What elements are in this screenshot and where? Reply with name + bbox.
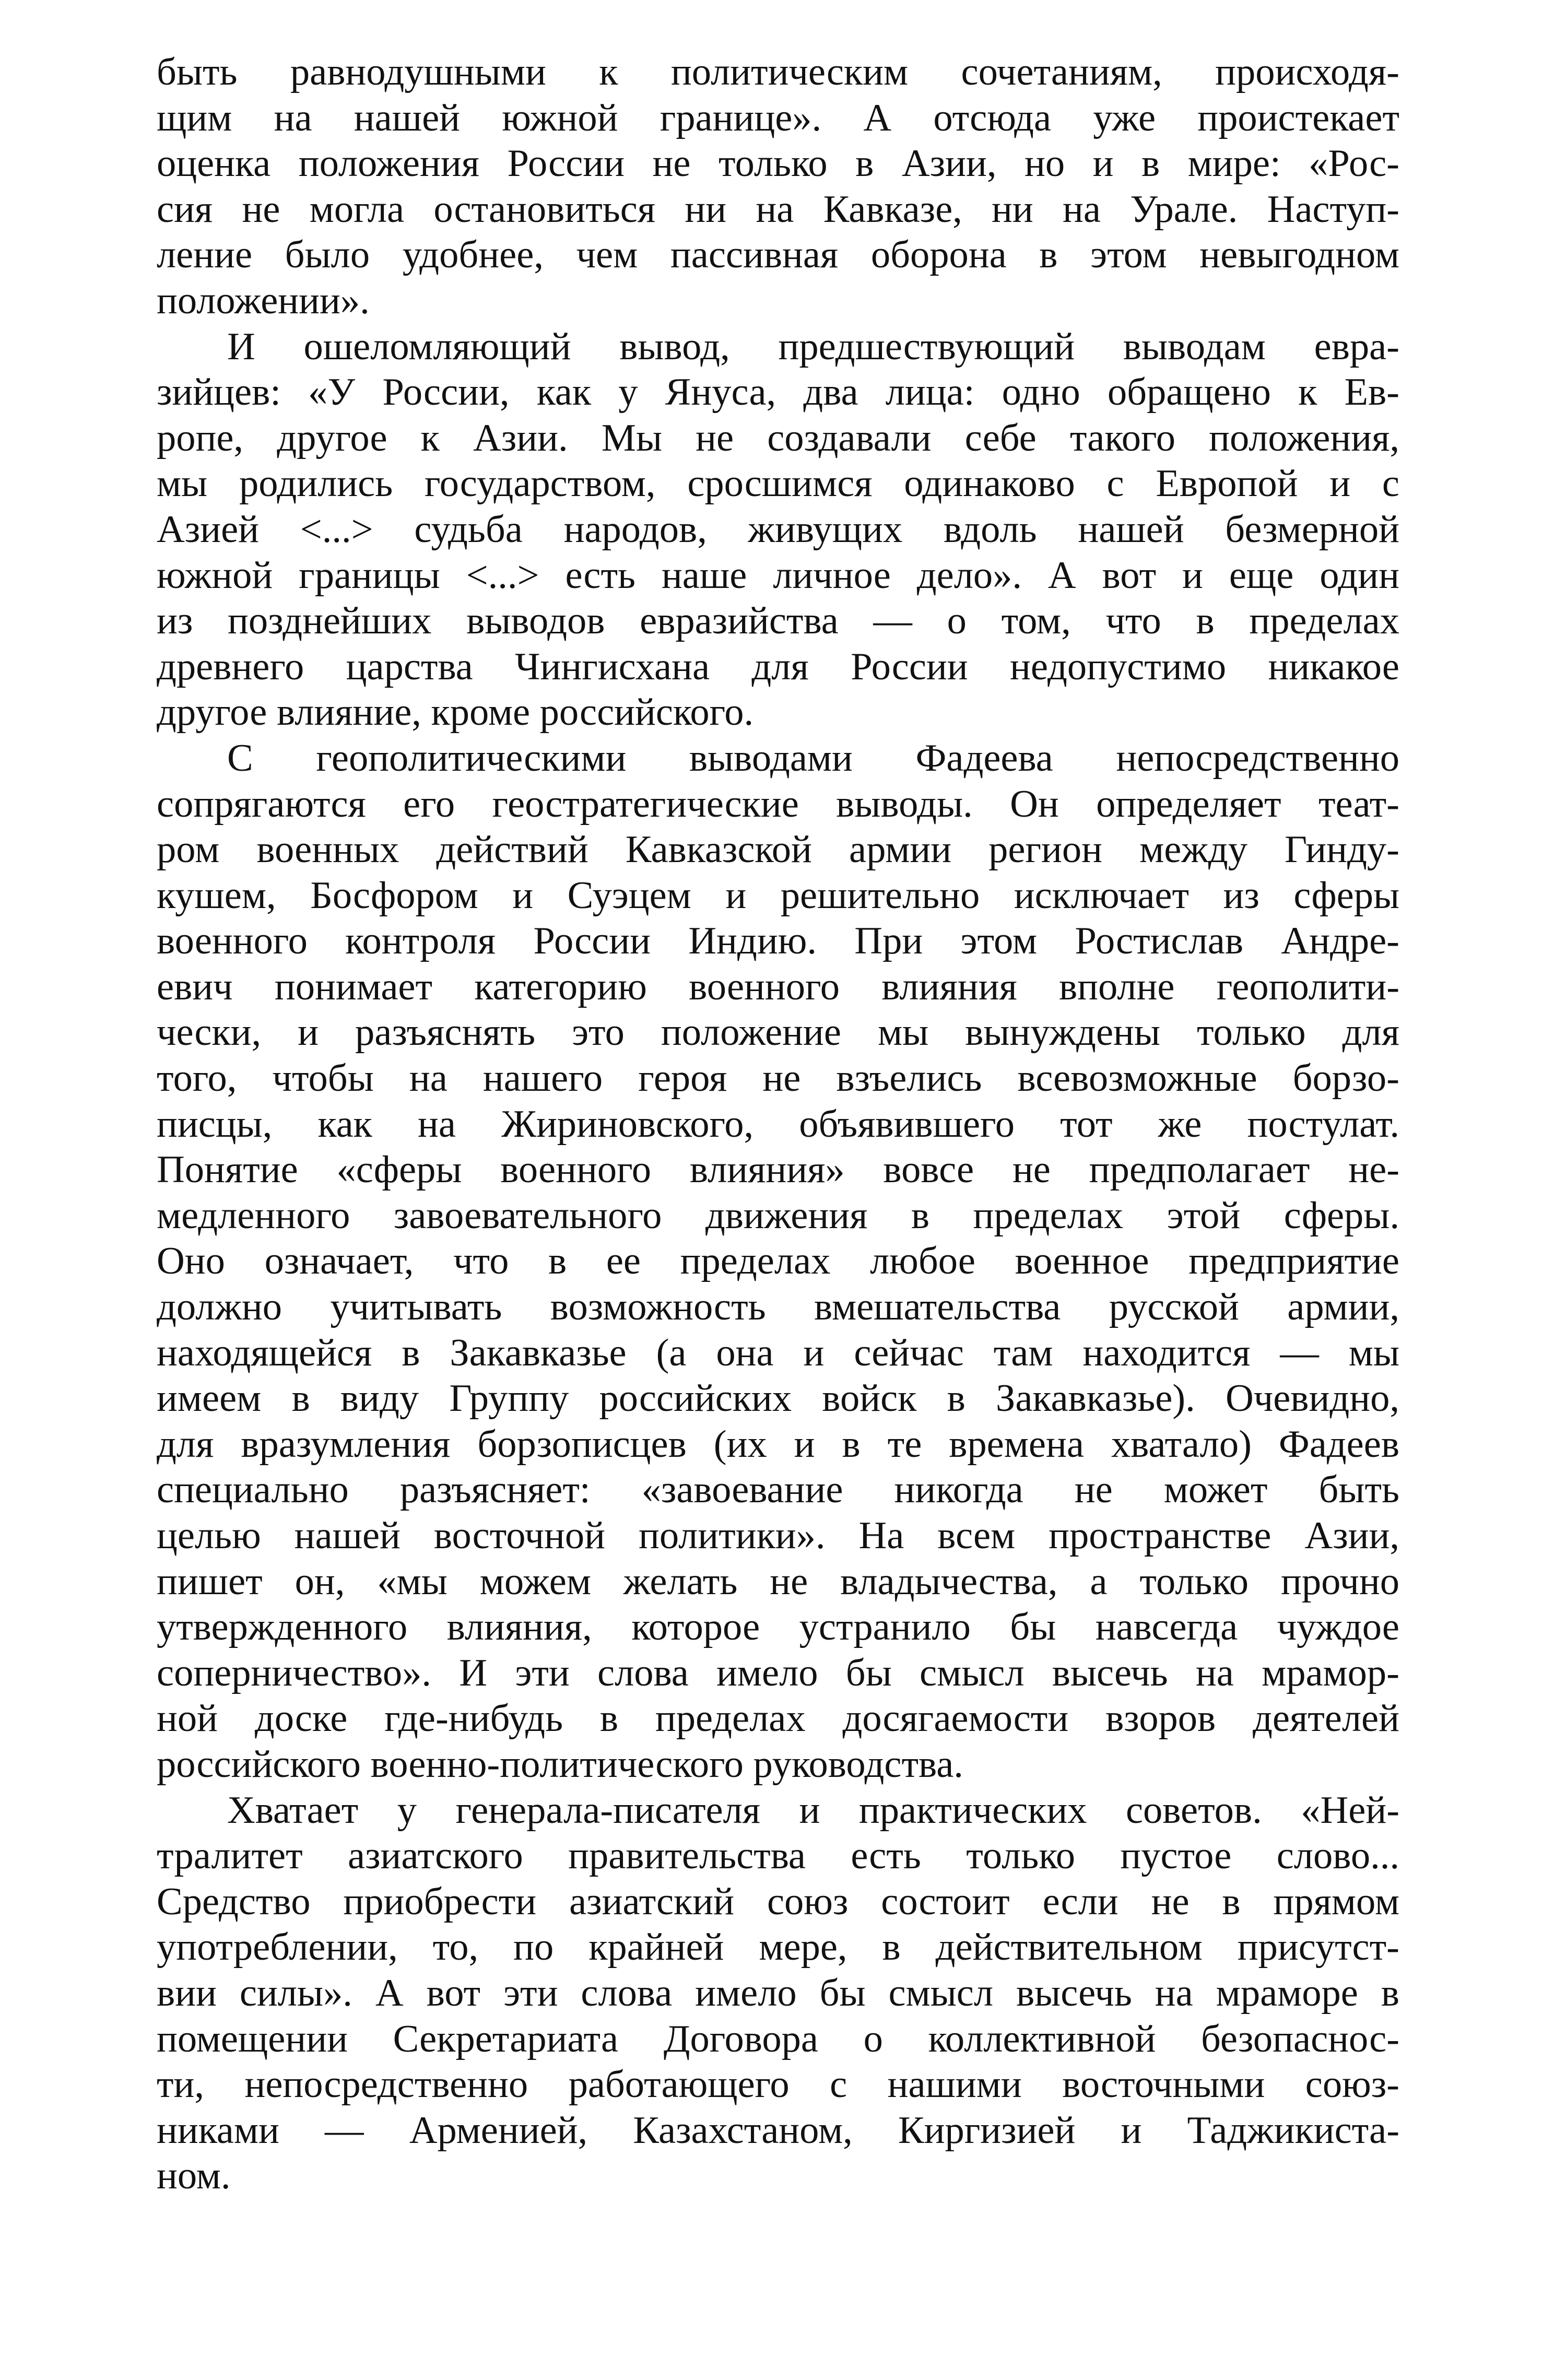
text-line: другое влияние, кроме российского. xyxy=(157,691,754,734)
text-line: положении». xyxy=(157,279,370,322)
text-line: пишет он, «мы можем желать не владычества, а только прочно xyxy=(157,1560,1399,1603)
text-line: ти, непосредственно работающего с нашими восточными союз- xyxy=(157,2063,1399,2106)
text-line: помещении Секретариата Договора о коллективной безопаснос- xyxy=(157,2017,1399,2060)
text-line: С геополитическими выводами Фадеева непосредственно xyxy=(227,736,1399,780)
text-line: целью нашей восточной политики». На всем пространстве Азии, xyxy=(157,1514,1399,1557)
text-line: специально разъясняет: «завоевание никогда не может быть xyxy=(157,1468,1399,1512)
text-line: ной доске где-нибудь в пределах досягаемости взоров деятелей xyxy=(157,1697,1399,1740)
text-line: вии силы». А вот эти слова имело бы смысл высечь на мраморе в xyxy=(157,1971,1399,2014)
text-line: ром военных действий Кавказской армии регион между Гинду- xyxy=(157,828,1399,871)
text-line: Азией <...> судьба народов, живущих вдоль нашей безмерной xyxy=(157,508,1399,551)
text-line: сия не могла остановиться ни на Кавказе, ни на Урале. Наступ- xyxy=(157,187,1399,231)
text-line: евич понимает категорию военного влияния вполне геополити- xyxy=(157,965,1399,1008)
text-line: утвержденного влияния, которое устранило бы навсегда чуждое xyxy=(157,1606,1399,1649)
paragraph-1 xyxy=(157,50,1399,324)
text-line: Оно означает, что в ее пределах любое военное предприятие xyxy=(157,1240,1399,1283)
paragraph-3 xyxy=(157,736,1399,1788)
text-line: из позднейших выводов евразийства — о том, что в пределах xyxy=(157,599,1399,643)
text-line: быть равнодушными к политическим сочетаниям, происходя- xyxy=(157,51,1399,93)
text-line: ление было удобнее, чем пассивная оборона в этом невыгодном xyxy=(157,233,1399,277)
text-line: для вразумления борзописцев (их и в те времена хватало) Фадеев xyxy=(157,1422,1399,1466)
text-line: того, чтобы на нашего героя не взъелись всевозможные борзо- xyxy=(157,1057,1399,1100)
text-line: южной границы <...> есть наше личное дело». А вот и еще один xyxy=(157,553,1399,597)
text-line: Средство приобрести азиатский союз состоит если не в прямом xyxy=(157,1880,1399,1923)
text-line: должно учитывать возможность вмешательства русской армии, xyxy=(157,1286,1399,1329)
text-line: тралитет азиатского правительства есть только пустое слово... xyxy=(157,1834,1399,1878)
text-line: мы родились государством, сросшимся одинаково с Европой и с xyxy=(157,462,1399,505)
text-line: И ошеломляющий вывод, предшествующий выводам евра- xyxy=(227,325,1399,368)
text-line: Понятие «сферы военного влияния» вовсе не предполагает не- xyxy=(157,1148,1399,1192)
text-line: употреблении, то, по крайней мере, в действительном присутст- xyxy=(157,1926,1399,1969)
text-line: имеем в виду Группу российских войск в Закавказье). Очевидно, xyxy=(157,1377,1399,1420)
text-line: военного контроля России Индию. При этом Ростислав Андре- xyxy=(157,920,1399,963)
text-line: соперничество». И эти слова имело бы смысл высечь на мрамор- xyxy=(157,1651,1399,1694)
text-line: Хватает у генерала-писателя и практических советов. «Ней- xyxy=(227,1788,1399,1832)
paragraph-4 xyxy=(157,1788,1399,2199)
text-line: российского военно-политического руководства. xyxy=(157,1742,963,1786)
text-line: чески, и разъяснять это положение мы вынуждены только для xyxy=(157,1011,1399,1054)
text-line: никами — Арменией, Казахстаном, Киргизией и Таджикиста- xyxy=(157,2108,1399,2152)
text-line: писцы, как на Жириновского, объявившего тот же постулат. xyxy=(157,1102,1399,1146)
text-line: зийцев: «У России, как у Януса, два лица: одно обращено к Ев- xyxy=(157,371,1399,414)
text-line: ном. xyxy=(157,2154,231,2198)
text-line: ропе, другое к Азии. Мы не создавали себе такого положения, xyxy=(157,416,1399,459)
document-page xyxy=(157,50,1399,2199)
text-line: находящейся в Закавказье (а она и сейчас там находится — мы xyxy=(157,1331,1399,1374)
text-line: медленного завоевательного движения в пределах этой сферы. xyxy=(157,1194,1399,1237)
text-line: оценка положения России не только в Азии, но и в мире: «Рос- xyxy=(157,142,1399,185)
paragraph-2 xyxy=(157,324,1399,736)
text-line: сопрягаются его геостратегические выводы. Он определяет теат- xyxy=(157,782,1399,826)
text-line: щим на нашей южной границе». А отсюда уже проистекает xyxy=(157,96,1399,139)
text-line: кушем, Босфором и Суэцем и решительно исключает из сферы xyxy=(157,874,1399,917)
text-line: древнего царства Чингисхана для России недопустимо никакое xyxy=(157,645,1399,688)
